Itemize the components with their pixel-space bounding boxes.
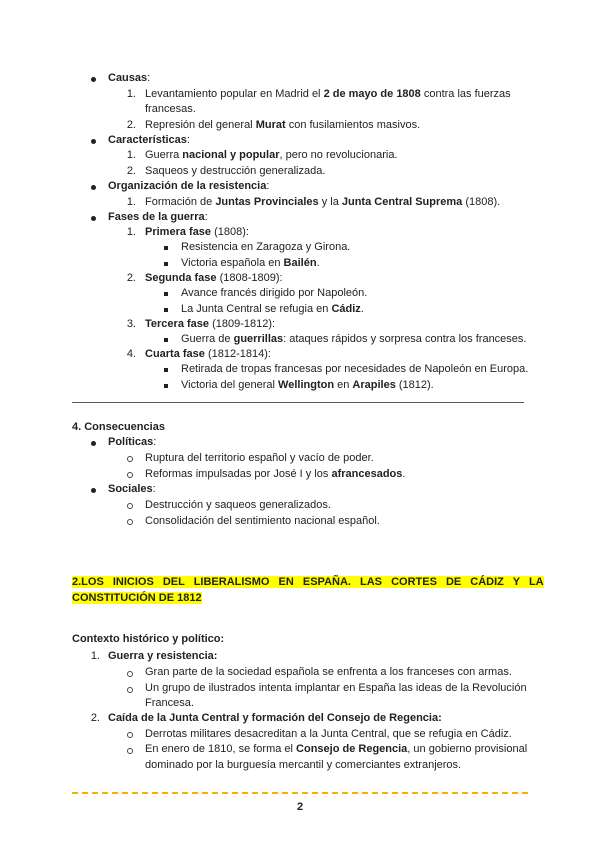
bullet-dot [91, 185, 96, 190]
list-item: Formación de Juntas Provinciales y la Junta Central Suprema (1808). [145, 196, 501, 208]
fase-title: Primera fase (1808): [145, 226, 249, 238]
caracteristicas-heading: Características: [108, 134, 190, 146]
square-bullet [164, 384, 168, 388]
sociales-heading: Sociales: [108, 483, 156, 495]
list-number: 1. [126, 88, 136, 100]
context-heading: Contexto histórico y político: [72, 633, 225, 645]
politicas-heading: Políticas: [108, 436, 157, 448]
section-heading: 4. Consecuencias [72, 421, 165, 433]
list-item: Avance francés dirigido por Napoleón. [181, 287, 368, 299]
list-item: Ruptura del territorio español y vacío de poder. [145, 452, 374, 464]
list-item: Derrotas militares desacreditan a la Junta Central, que se refugia en Cádiz. [145, 728, 512, 740]
list-number: 2. [126, 272, 136, 284]
bullet-dot [91, 77, 96, 82]
fase-title: Tercera fase (1809-1812): [145, 318, 276, 330]
list-item: Guerra de guerrillas: ataques rápidos y sorpresa contra los franceses. [181, 333, 527, 345]
fases-heading: Fases de la guerra: [108, 211, 208, 223]
circle-bullet [127, 671, 133, 677]
list-item: Consolidación del sentimiento nacional español. [145, 515, 380, 527]
square-bullet [164, 338, 168, 342]
list-number: 1. [126, 149, 136, 161]
circle-bullet [127, 472, 133, 478]
circle-bullet [127, 456, 133, 462]
bullet-dot [91, 488, 96, 493]
fase-title: Cuarta fase (1812-1814): [145, 348, 271, 360]
list-item: Reformas impulsadas por José I y los afrancesados. [145, 468, 406, 480]
bullet-dot [91, 216, 96, 221]
list-item-continuation: francesas. [145, 103, 196, 115]
section-title-line2: CONSTITUCIÓN DE 1812 [72, 592, 202, 604]
list-item: Saqueos y destrucción generalizada. [145, 165, 326, 177]
list-number: 2. [90, 712, 100, 724]
list-item: La Junta Central se refugia en Cádiz. [181, 303, 364, 315]
square-bullet [164, 246, 168, 250]
organizacion-heading: Organización de la resistencia: [108, 180, 270, 192]
list-item-continuation: Francesa. [145, 697, 194, 709]
bullet-dot [91, 441, 96, 446]
circle-bullet [127, 687, 133, 693]
square-bullet [164, 292, 168, 296]
circle-bullet [127, 748, 133, 754]
page-number: 2 [296, 801, 304, 813]
list-item: Retirada de tropas francesas por necesidades de Napoleón en Europa. [181, 363, 529, 375]
list-item: Levantamiento popular en Madrid el 2 de mayo de 1808 contra las fuerzas [145, 88, 511, 100]
circle-bullet [127, 732, 133, 738]
bullet-dot [91, 139, 96, 144]
horizontal-rule [72, 402, 524, 403]
list-item: Represión del general Murat con fusilamientos masivos. [145, 119, 421, 131]
section-title: 2.LOS INICIOS DEL LIBERALISMO EN ESPAÑA. LAS CORTES DE CÁDIZ Y LA [72, 576, 544, 588]
list-item: Guerra nacional y popular, pero no revolucionaria. [145, 149, 398, 161]
fase-title: Segunda fase (1808-1809): [145, 272, 283, 284]
list-number: 1. [90, 650, 100, 662]
list-number: 1. [126, 226, 136, 238]
list-item: Un grupo de ilustrados intenta implantar en España las ideas de la Revolución [145, 682, 527, 694]
square-bullet [164, 308, 168, 312]
list-item: Victoria española en Bailén. [181, 257, 320, 269]
point-label: Caída de la Junta Central y formación del Consejo de Regencia: [108, 712, 442, 724]
list-number: 2. [126, 119, 136, 131]
list-item: Gran parte de la sociedad española se enfrenta a los franceses con armas. [145, 666, 512, 678]
square-bullet [164, 262, 168, 266]
square-bullet [164, 368, 168, 372]
point-label: Guerra y resistencia: [108, 650, 218, 662]
circle-bullet [127, 503, 133, 509]
circle-bullet [127, 519, 133, 525]
list-number: 3. [126, 318, 136, 330]
causas-heading: Causas: [108, 72, 151, 84]
list-item: Destrucción y saqueos generalizados. [145, 499, 331, 511]
footer-divider [72, 792, 528, 794]
list-number: 4. [126, 348, 136, 360]
list-item: Victoria del general Wellington en Arapiles (1812). [181, 379, 434, 391]
list-item: Resistencia en Zaragoza y Girona. [181, 241, 351, 253]
list-number: 2. [126, 165, 136, 177]
list-item-continuation: dominado por la burguesía mercantil y comerciantes extranjeros. [145, 759, 462, 771]
list-number: 1. [126, 196, 136, 208]
list-item: En enero de 1810, se forma el Consejo de Regencia, un gobierno provisional [145, 743, 528, 755]
